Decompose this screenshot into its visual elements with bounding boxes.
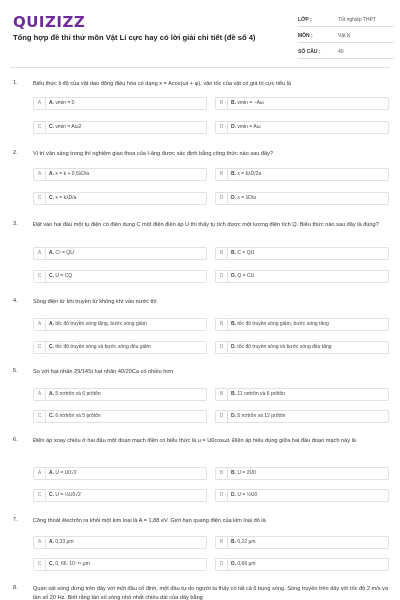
option-a[interactable] (33, 536, 207, 549)
option-text: B. U = 2U0 (231, 470, 256, 476)
option-c[interactable] (33, 270, 207, 283)
meta-value: Tốt nghiệp THPT (338, 16, 376, 23)
option-b[interactable] (215, 97, 389, 110)
option-letter: B (216, 248, 228, 259)
question-text: Biểu thức li độ của vật dao động điều hòa có dạng x = Acos(ωt + φ), vận tốc của vật có giá trị cực tiểu là (33, 81, 292, 87)
option-text: A. vmin = 0 (49, 100, 75, 106)
meta-row-class (298, 13, 394, 27)
question-text: Đặt vào hai đầu một tụ điện có điện dung C một điện điện áp U thì thấy tụ tích được một lượng điện tích Q. Biểu thức nào sau đây là đúng? (33, 222, 379, 228)
header-divider (10, 67, 390, 68)
option-text: C. U = ½U0√2 (49, 492, 81, 498)
option-letter: C (34, 559, 46, 570)
question-number: 4. (13, 298, 18, 304)
option-letter: C (34, 271, 46, 282)
option-d[interactable] (215, 489, 389, 502)
option-letter: A (34, 319, 46, 330)
document-title: Tổng hợp đề thi thử môn Vật Lí cực hay có lời giải chi tiết (đề số 4) (13, 33, 256, 42)
option-letter: A (34, 389, 46, 400)
option-text: B. 0,22 μm (231, 539, 256, 545)
option-letter: D (216, 122, 228, 133)
option-text: C. tốc độ truyền sóng và bước sóng đều giảm (49, 344, 151, 350)
option-text: D. vmin = Aω (231, 124, 261, 130)
option-d[interactable] (215, 558, 389, 571)
option-text: A. x = k + 0,5λD/a (49, 171, 90, 177)
option-text: B. vmin = −Aω (231, 100, 264, 106)
option-letter: A (34, 169, 46, 180)
option-text: B. C = QU (231, 250, 255, 256)
option-text: D. 0,66 μm (231, 561, 256, 567)
question-text: Sóng điện từ khi truyền từ không khí vào nước thì (33, 299, 157, 305)
option-text: D. tốc độ truyền sóng và bước sóng đều tăng (231, 344, 332, 350)
option-text: A. U = U0√2 (49, 470, 77, 476)
meta-label: SỐ CÂU : (298, 48, 321, 55)
option-b[interactable] (215, 168, 389, 181)
option-letter: C (34, 411, 46, 422)
quizizz-logo: QUIZIZZ (13, 13, 86, 31)
question-text: Công thoát êlectrôn ra khỏi một kim loại là A = 1,88 eV. Giới hạn quang điện của kim loại đó là (33, 518, 266, 524)
option-d[interactable] (215, 121, 389, 134)
option-letter: B (216, 468, 228, 479)
option-d[interactable] (215, 270, 389, 283)
option-text: A. tốc độ truyền sóng tăng, bước sóng giảm (49, 321, 147, 327)
option-text: B. tốc độ truyền sóng giảm, bước sóng tăng (231, 321, 329, 327)
option-letter: D (216, 271, 228, 282)
question-number: 2. (13, 150, 18, 156)
option-c[interactable] (33, 489, 207, 502)
option-letter: B (216, 537, 228, 548)
option-text: C. U = CQ (49, 273, 73, 279)
option-d[interactable] (215, 341, 389, 354)
option-a[interactable] (33, 467, 207, 480)
option-a[interactable] (33, 318, 207, 331)
meta-box (298, 13, 394, 61)
question-text: Vị trí vân sáng trong thí nghiệm giao thoa của I-âng được xác định bằng công thức nào sau đây? (33, 151, 274, 157)
question-text: Điện áp xoay chiều ở hai đầu một đoạn mạch điện có biểu thức là u = U0cosωt. Điện áp hiệu dụng giữa hai đầu đoạn mạch này là (33, 438, 356, 444)
header (0, 0, 400, 64)
meta-label: LỚP : (298, 16, 312, 23)
option-text: C. 0, 66. 10⁻¹⁹ μm (49, 561, 90, 567)
meta-row-subject (298, 29, 394, 43)
question-text: So với hạt nhân 29/14Si hạt nhân 40/20Ca có nhiều hơn (33, 369, 174, 375)
option-c[interactable] (33, 558, 207, 571)
option-text: D. 5 nơtrôn và 12 prôtôn (231, 413, 286, 419)
option-text: D. x = λD/a (231, 195, 256, 201)
option-letter: A (34, 248, 46, 259)
option-letter: C (34, 122, 46, 133)
option-c[interactable] (33, 121, 207, 134)
option-a[interactable] (33, 247, 207, 260)
option-letter: D (216, 490, 228, 501)
option-letter: B (216, 389, 228, 400)
option-text: A. 0,33 μm (49, 539, 74, 545)
option-a[interactable] (33, 168, 207, 181)
option-d[interactable] (215, 410, 389, 423)
option-a[interactable] (33, 388, 207, 401)
option-text: B. x = kλD/2a (231, 171, 262, 177)
option-letter: B (216, 169, 228, 180)
option-b[interactable] (215, 247, 389, 260)
option-letter: A (34, 98, 46, 109)
option-text: A. 5 nơtrôn và 6 prôtôn (49, 391, 101, 397)
option-c[interactable] (33, 341, 207, 354)
option-text: D. Q = CU (231, 273, 255, 279)
meta-row-count (298, 45, 394, 59)
question-text: Quan sát sóng dừng trên dây với một đầu cố định, một đầu tự do người ta thấy có tất cả 6 bụng sóng. Sóng truyền trên dây với tốc độ 2 m/s và tần số 20 Hz. Biết rằng tần số sóng nhỏ nhất chiều dài của dây bằng (33, 586, 388, 600)
meta-value: Vật lý (338, 32, 351, 39)
option-text: B. 11 nơtrôn và 6 prôtôn (231, 391, 286, 397)
meta-label: MÔN : (298, 32, 313, 39)
option-a[interactable] (33, 97, 207, 110)
option-letter: D (216, 342, 228, 353)
option-b[interactable] (215, 318, 389, 331)
question-number: 1. (13, 80, 18, 86)
option-d[interactable] (215, 192, 389, 205)
option-letter: D (216, 411, 228, 422)
question-number: 3. (13, 221, 18, 227)
option-b[interactable] (215, 536, 389, 549)
question-number: 8. (13, 585, 18, 591)
option-text: C. x = kλD/a (49, 195, 77, 201)
option-letter: D (216, 193, 228, 204)
option-letter: B (216, 319, 228, 330)
option-letter: D (216, 559, 228, 570)
option-c[interactable] (33, 192, 207, 205)
option-b[interactable] (215, 467, 389, 480)
option-letter: C (34, 193, 46, 204)
option-text: C. 6 nơtrôn và 5 prôtôn (49, 413, 101, 419)
meta-value: 40 (338, 48, 344, 55)
option-text: C. vmin = Aω2 (49, 124, 82, 130)
option-text: A. C² = QU (49, 250, 74, 256)
question-number: 6. (13, 437, 18, 443)
question-number: 5. (13, 368, 18, 374)
option-letter: A (34, 537, 46, 548)
option-text: D. U = ½U0 (231, 492, 258, 498)
option-letter: B (216, 98, 228, 109)
option-letter: C (34, 490, 46, 501)
question-number: 7. (13, 517, 18, 523)
option-letter: A (34, 468, 46, 479)
option-c[interactable] (33, 410, 207, 423)
option-letter: C (34, 342, 46, 353)
option-b[interactable] (215, 388, 389, 401)
